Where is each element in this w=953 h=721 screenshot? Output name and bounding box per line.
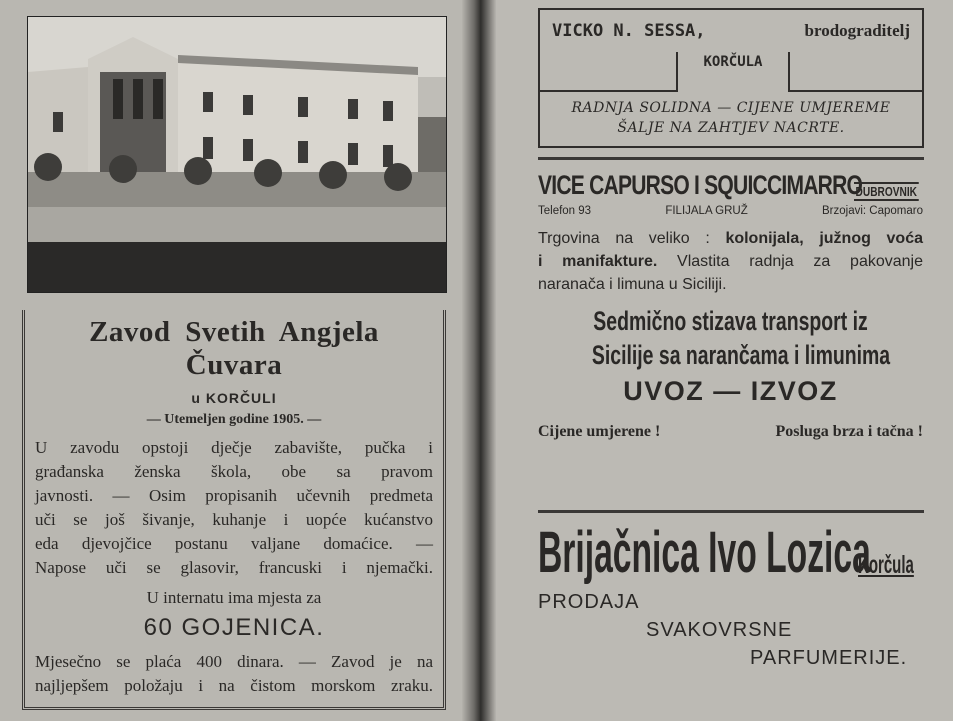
capurso-prices: Cijene umjerene !	[538, 423, 661, 440]
sessa-slogan-line: RADNJA SOLIDNA — CIJENE UMJEREME	[571, 100, 891, 116]
description-line: građanska ženska škola, obe sa pravom	[35, 462, 433, 481]
lozica-advert	[538, 520, 928, 672]
frame-segment	[538, 52, 678, 92]
capurso-transport	[591, 304, 891, 372]
capurso-contact	[538, 205, 923, 217]
lozica-line: SVAKOVRSNE	[646, 619, 793, 641]
divider	[538, 510, 924, 513]
institute-photo	[27, 16, 447, 293]
capurso-title	[538, 170, 923, 201]
capurso-footer	[538, 423, 923, 441]
fee-text	[35, 650, 433, 698]
capurso-line: naranača i limuna u Siciliji.	[538, 276, 727, 293]
institute-description	[35, 436, 433, 580]
capurso-description	[538, 227, 923, 296]
transport-line: Sicilije sa narančama i limunima	[591, 340, 891, 370]
sessa-slogan-line: ŠALJE NA ZAHTJEV NACRTE.	[617, 120, 845, 136]
capurso-city: DUBROVNIK	[855, 184, 917, 199]
divider	[538, 157, 924, 160]
capurso-service: Posluga brza i tačna !	[775, 423, 923, 440]
sessa-header	[538, 8, 924, 52]
capurso-trade: UVOZ — IZVOZ	[623, 376, 838, 406]
lozica-name: Brijačnica Ivo Lozica	[538, 520, 871, 585]
institute-advert	[22, 310, 446, 710]
lozica-city: Korčula	[858, 551, 914, 579]
capurso-branch: FILIJALA GRUŽ	[665, 205, 748, 217]
institute-location: u KORČULI	[191, 390, 277, 406]
capurso-bold-text: i manifakture.	[538, 253, 658, 270]
description-line: eda djevojčice postanu valjane domaćice. —	[35, 534, 433, 553]
sessa-name: VICKO N. SESSA,	[552, 21, 706, 41]
description-line: U zavodu opstoji dječje zabavište, pučka i	[35, 438, 433, 457]
capurso-telegraph: Brzojavi: Capomaro	[822, 205, 923, 217]
fee-line: Mjesečno se plaća 400 dinara. — Zavod je na	[35, 652, 433, 671]
lozica-line: PRODAJA	[538, 591, 640, 613]
capurso-text: Trgovina na veliko :	[538, 230, 726, 247]
fee-line: najljepšem položaju i na čistom morskom zraku.	[35, 676, 433, 695]
sessa-advert	[538, 8, 924, 148]
transport-line: Sedmično stizava transport iz	[593, 306, 868, 336]
sessa-slogan	[538, 92, 924, 148]
frame-tick	[788, 52, 790, 92]
capurso-line	[538, 250, 923, 273]
boarding-capacity: 60 GOJENICA.	[143, 614, 325, 641]
capurso-name: VICE CAPURSO I SQUICCIMARRO	[538, 170, 863, 200]
capurso-line	[538, 227, 923, 250]
description-line: javnosti. — Osim propisanih učevnih predmeta	[35, 486, 433, 505]
capurso-advert	[538, 170, 923, 441]
lozica-title	[538, 520, 928, 586]
description-line: uči se još šivanje, kuhanje i uopće kućanstvo	[35, 510, 433, 529]
description-line: Napose uči se glasovir, francuski i njemački.	[35, 558, 433, 577]
sessa-city: KORČULA	[703, 54, 763, 70]
institute-founded: — Utemeljen godine 1905. —	[146, 412, 322, 427]
book-gutter	[462, 0, 496, 721]
capurso-text: Vlastita radnja za pakovanje	[657, 253, 923, 270]
capurso-phone: Telefon 93	[538, 205, 592, 217]
frame-segment	[788, 52, 924, 92]
boarding-text: U internatu ima mjesta za	[146, 588, 322, 607]
capurso-bold-text: kolonijala, južnog voća	[725, 230, 923, 247]
sessa-trade: brodograditelj	[804, 21, 910, 40]
institute-title: Zavod Svetih Angjela Čuvara	[89, 316, 379, 381]
lozica-line: PARFUMERIJE.	[750, 647, 908, 669]
